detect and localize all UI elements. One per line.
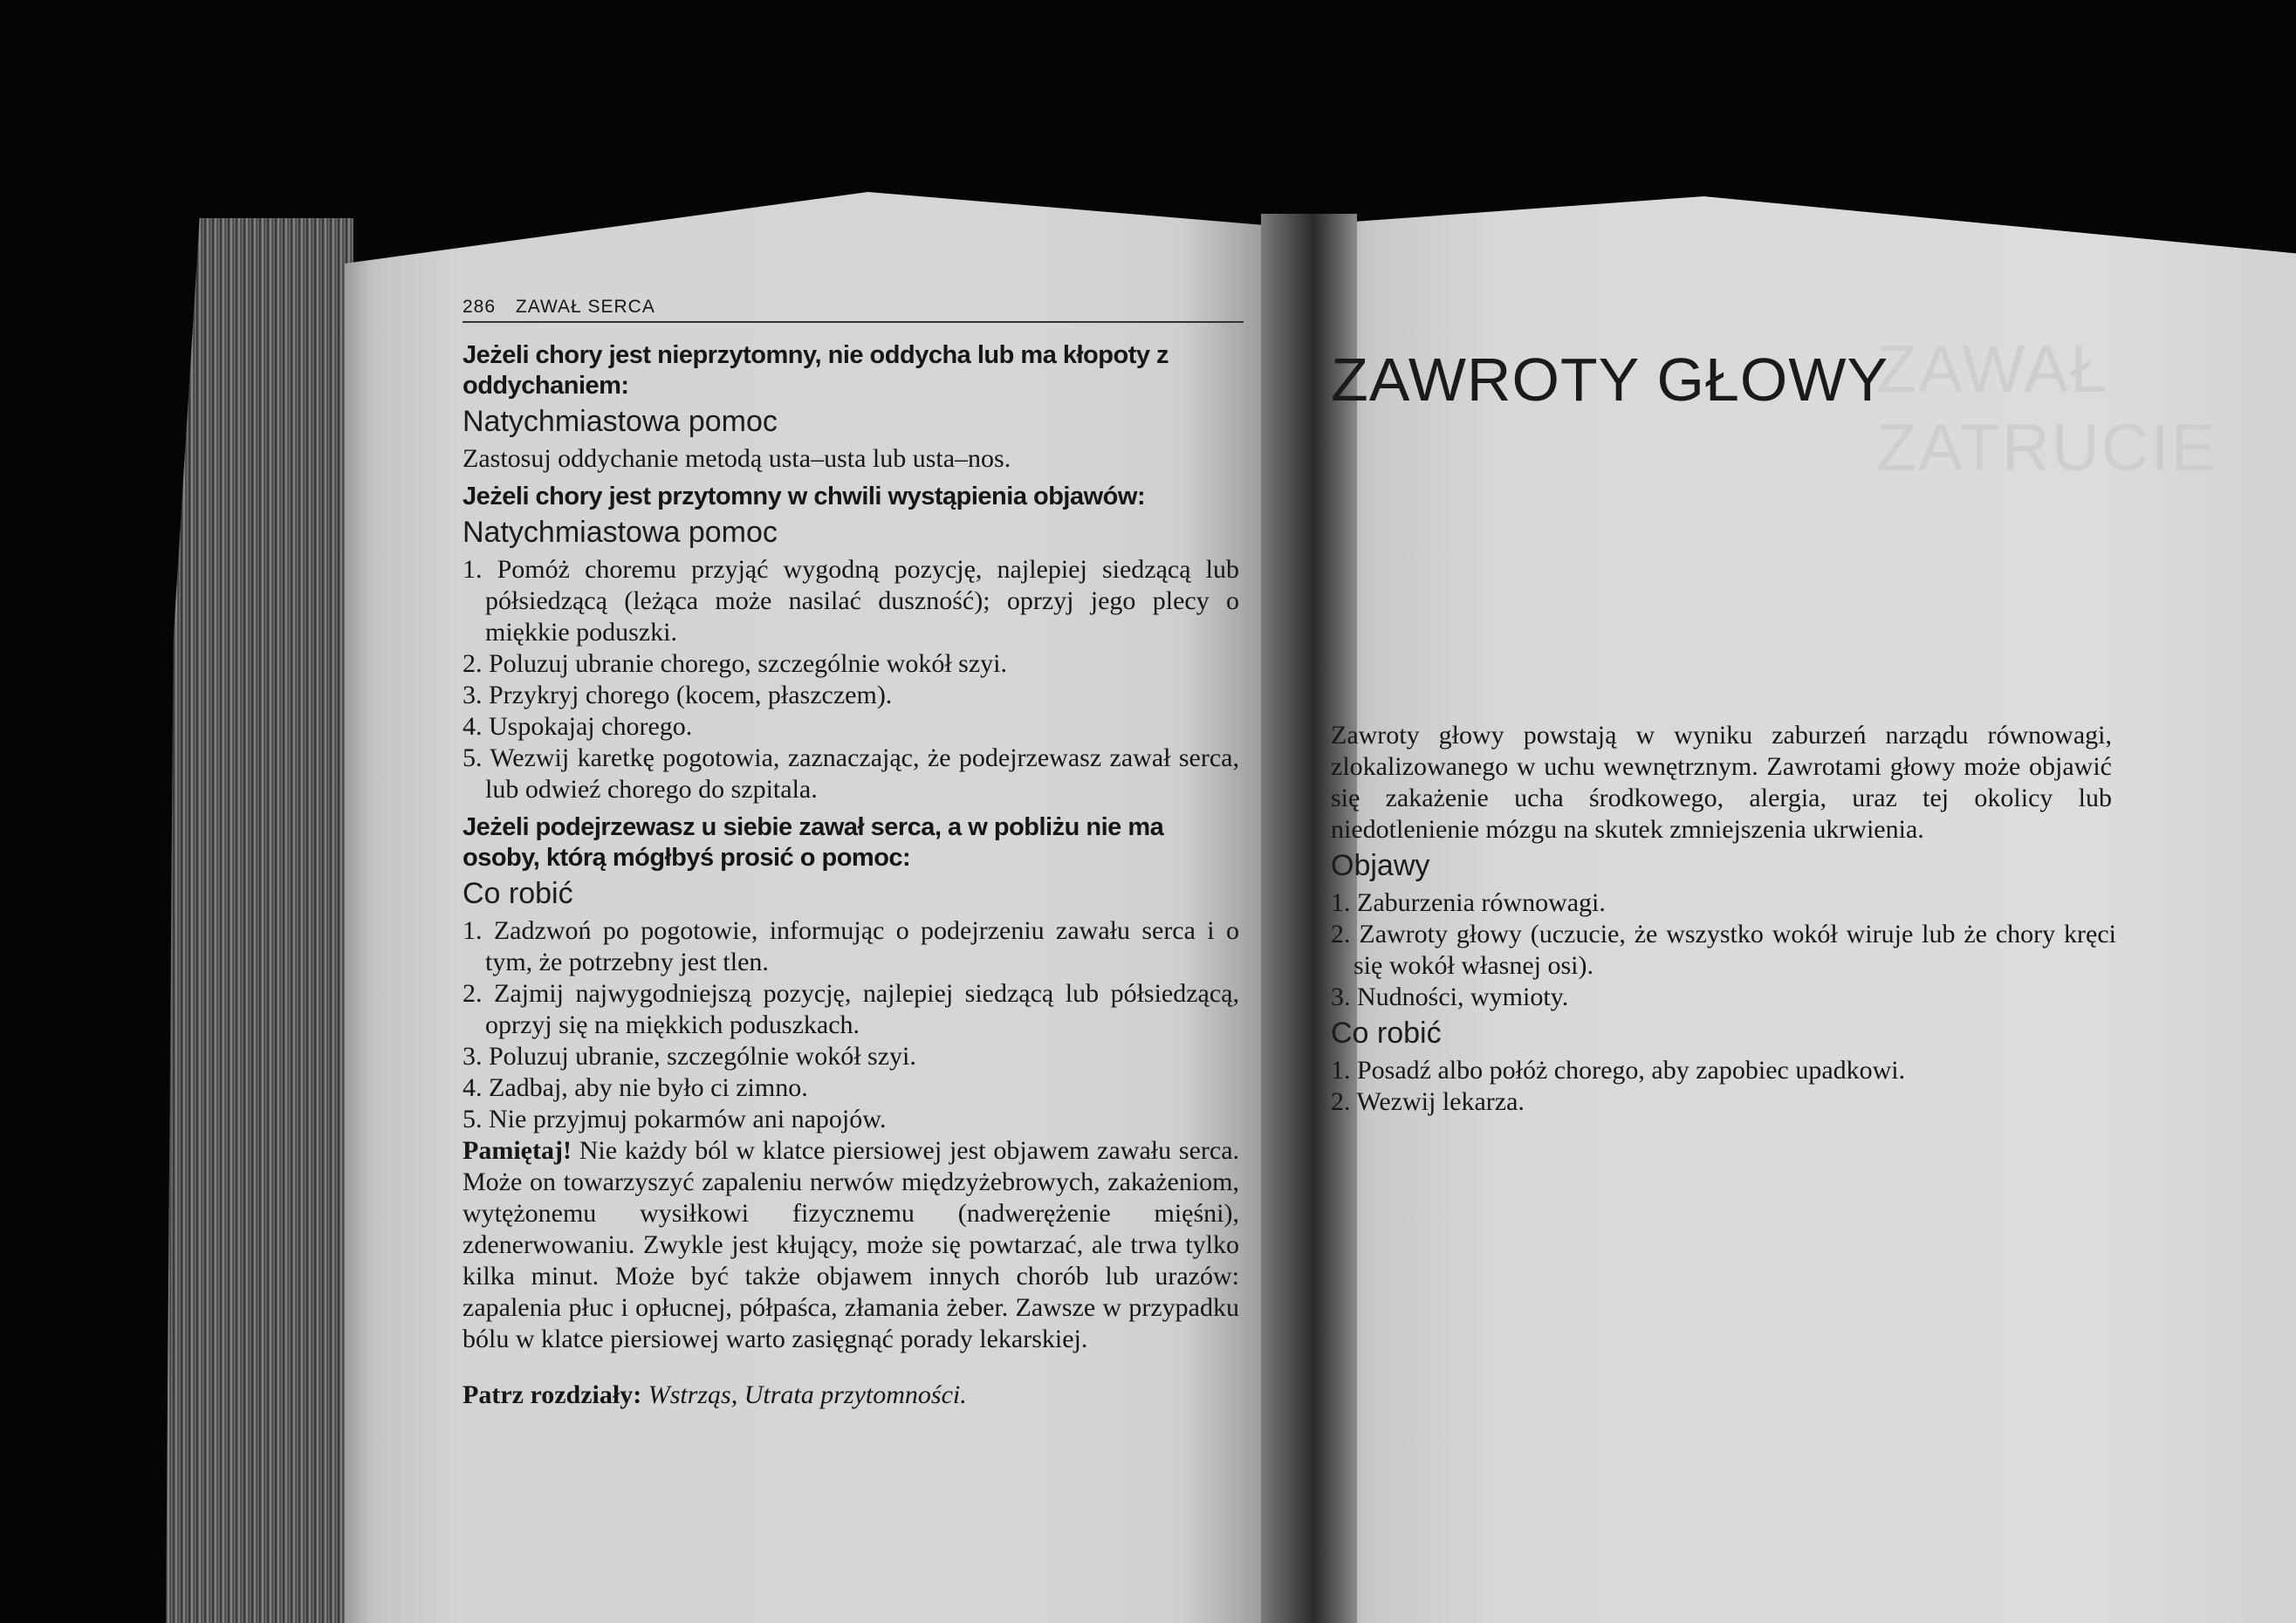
list-item: 5. Wezwij karetkę pogotowia, zaznaczając, że podejrzewasz zawał serca, lub odwieź chorego do szpitala. [463, 743, 1239, 804]
see-also [463, 1380, 1239, 1411]
list-item: 2. Zawroty głowy (uczucie, że wszystko wokół wiruje lub że chory kręci się wokół własnej osi). [1331, 920, 2116, 980]
note-text: Nie każdy ból w klatce piersiowej jest objawem zawału serca. Może on towarzyszyć zapaleniu nerwów międzyżebrowych, zakażeniom, wytężonemu wysiłkowi fizycznemu (nadwerężenie mięśni), zdenerwowaniu. Zwykle jest kłujący, może się powtarzać, ale trwa tylko kilka minut. Może być także objawem innych chorób lub urazów: zapalenia płuc i opłucnej, półpaśca, złamania żeber. Zawsze w przypadku bólu w klatce piersiowej warto zasięgnąć porady lekarskiej. [463, 1136, 1240, 1353]
condition-heading: Jeżeli podejrzewasz u siebie zawał serca, a w pobliżu nie ma osoby, którą mógłbyś prosić o pomoc: [463, 813, 1164, 872]
right-page-text [1331, 345, 2116, 1118]
steps-list [463, 915, 1239, 1135]
condition-heading: Jeżeli chory jest przytomny w chwili wystąpienia objawów: [463, 483, 1146, 510]
list-item: 3. Nudności, wymioty. [1331, 983, 1569, 1011]
section-subheading: Natychmiastowa pomoc [463, 405, 778, 438]
list-item: 2. Zajmij najwygodniejszą pozycję, najlepiej siedzącą lub półsiedzącą, oprzyj się na miękkich poduszkach. [463, 979, 1239, 1039]
list-item: 4. Uspokajaj chorego. [463, 712, 693, 741]
page-edges [166, 218, 353, 1623]
list-item: 3. Przykryj chorego (kocem, płaszczem). [463, 681, 893, 709]
list-item: 4. Zadbaj, aby nie było ci zimno. [463, 1073, 808, 1102]
note-label: Pamiętaj! [463, 1136, 572, 1165]
intro-paragraph: Zawroty głowy powstają w wyniku zaburzeń narządu równowagi, zlokalizowanego w uchu wewnętrznym. Zawrotami głowy może objawić się zakażenie ucha środkowego, alergia, uraz tej okolicy lub niedotlenienie mózgu na skutek zmniejszenia ukrwienia. [1331, 721, 2112, 844]
list-item: 2. Wezwij lekarza. [1331, 1087, 1525, 1116]
steps-list [463, 554, 1239, 805]
show-through-text: ZATRUCIE [1876, 411, 2217, 485]
see-also-refs: Wstrząs, Utrata przytomności. [648, 1380, 967, 1409]
steps-list [1331, 1055, 2116, 1118]
section-subheading: Objawy [1331, 849, 1430, 882]
list-item: 3. Poluzuj ubranie, szczególnie wokół szyi. [463, 1042, 916, 1071]
steps-list [1331, 887, 2116, 1013]
left-page-text [463, 297, 1239, 1411]
list-item: 1. Zaburzenia równowagi. [1331, 888, 1606, 917]
condition-heading: Jeżeli chory jest nieprzytomny, nie oddycha lub ma kłopoty z oddychaniem: [463, 341, 1169, 400]
see-also-label: Patrz rozdziały: [463, 1380, 642, 1409]
section-subheading: Co robić [463, 877, 573, 910]
section-subheading: Natychmiastowa pomoc [463, 516, 778, 549]
section-subheading: Co robić [1331, 1017, 1442, 1050]
chapter-title: ZAWROTY GŁOWY [1331, 346, 1889, 414]
paragraph: Zastosuj oddychanie metodą usta–usta lub usta–nos. [463, 444, 1011, 473]
running-head: ZAWAŁ SERCA [515, 297, 655, 317]
page-number: 286 [463, 297, 497, 317]
list-item: 2. Poluzuj ubranie chorego, szczególnie wokół szyi. [463, 649, 1007, 678]
list-item: 1. Pomóż choremu przyjąć wygodną pozycję, najlepiej siedzącą lub półsiedzącą (leżąca może nasilać duszność); oprzyj jego plecy o miękkie poduszki. [463, 555, 1239, 647]
list-item: 1. Zadzwoń po pogotowie, informując o podejrzeniu zawału serca i o tym, że potrzebny jest tlen. [463, 916, 1239, 976]
running-header [463, 297, 1244, 323]
show-through-text: ZAWAŁ [1876, 332, 2109, 407]
list-item: 5. Nie przyjmuj pokarmów ani napojów. [463, 1105, 887, 1133]
note-paragraph [463, 1135, 1239, 1355]
list-item: 1. Posadź albo połóż chorego, aby zapobiec upadkowi. [1331, 1056, 1906, 1085]
